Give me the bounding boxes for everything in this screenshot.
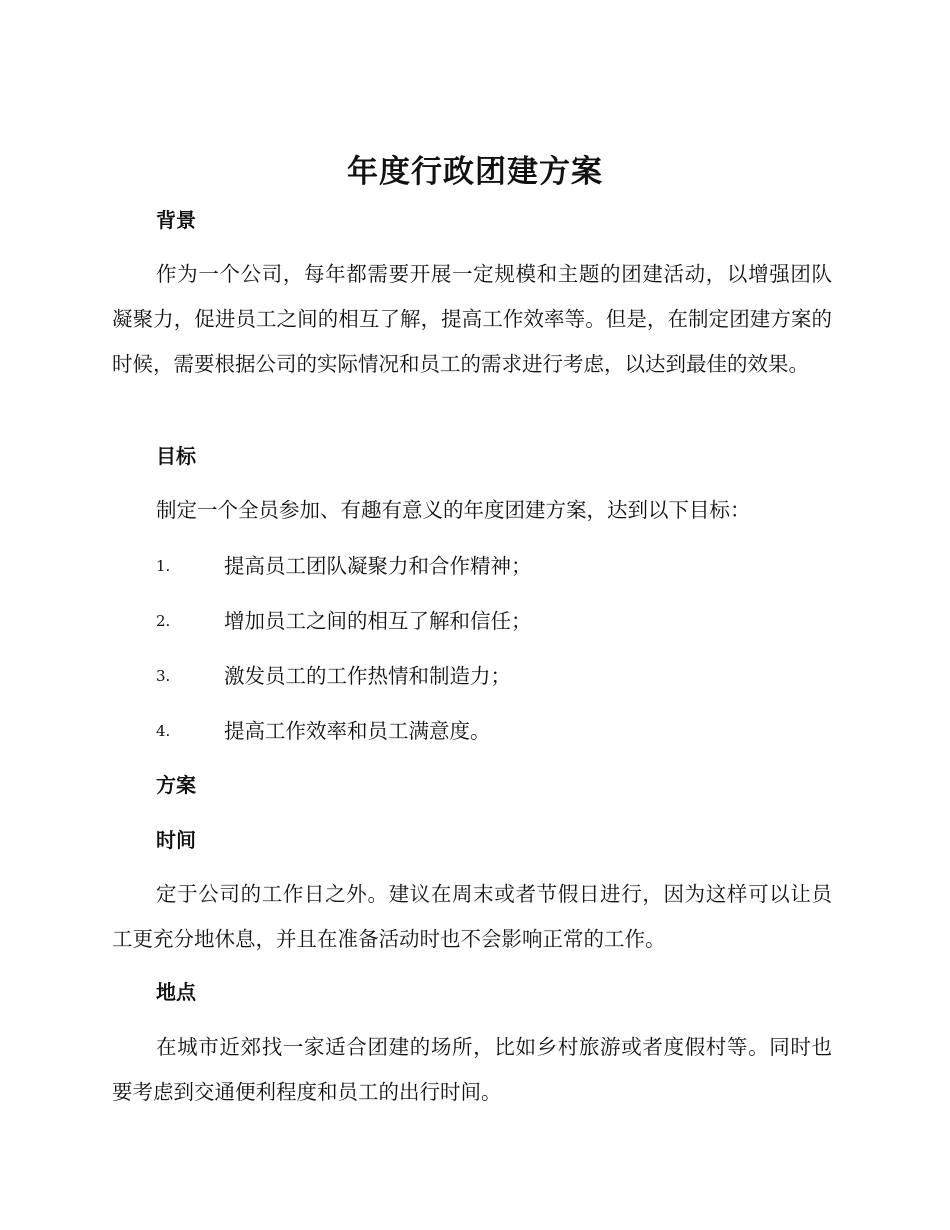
goal-text: 激发员工的工作热情和制造力； [224, 664, 511, 688]
document-title: 年度行政团建方案 [347, 154, 603, 190]
goal-number: 1. [156, 557, 171, 575]
paragraph-background: 作为一个公司，每年都需要开展一定规模和主题的团建活动，以增强团队凝聚力，促进员工之间的相互了解，提高工作效率等。但是，在制定团建方案的时候，需要根据公司的实际情况和员工的需求进行考虑，以达到最佳的效果。 [112, 262, 832, 376]
paragraph-goals-intro: 制定一个全员参加、有趣有意义的年度团建方案，达到以下目标： [156, 498, 751, 522]
goal-number: 4. [156, 722, 171, 740]
goal-list-item [156, 604, 832, 638]
goal-text: 提高员工团队凝聚力和合作精神； [224, 554, 532, 578]
goal-text: 提高工作效率和员工满意度。 [224, 719, 491, 743]
paragraph-time: 定于公司的工作日之外。建议在周末或者节假日进行，因为这样可以让员工更充分地休息，并且在准备活动时也不会影响正常的工作。 [112, 882, 832, 951]
heading-time: 时间 [156, 828, 196, 852]
heading-plan: 方案 [156, 773, 196, 797]
goal-list-item [156, 659, 832, 693]
heading-location: 地点 [156, 980, 196, 1004]
heading-goals: 目标 [156, 444, 196, 468]
goal-number: 2. [156, 612, 171, 630]
goal-number: 3. [156, 667, 171, 685]
heading-background: 背景 [156, 208, 196, 232]
paragraph-location: 在城市近郊找一家适合团建的场所，比如乡村旅游或者度假村等。同时也要考虑到交通便利程度和员工的出行时间。 [112, 1035, 832, 1104]
goal-list-item [156, 549, 832, 583]
goal-list-item [156, 714, 832, 748]
goal-text: 增加员工之间的相互了解和信任； [224, 609, 532, 633]
